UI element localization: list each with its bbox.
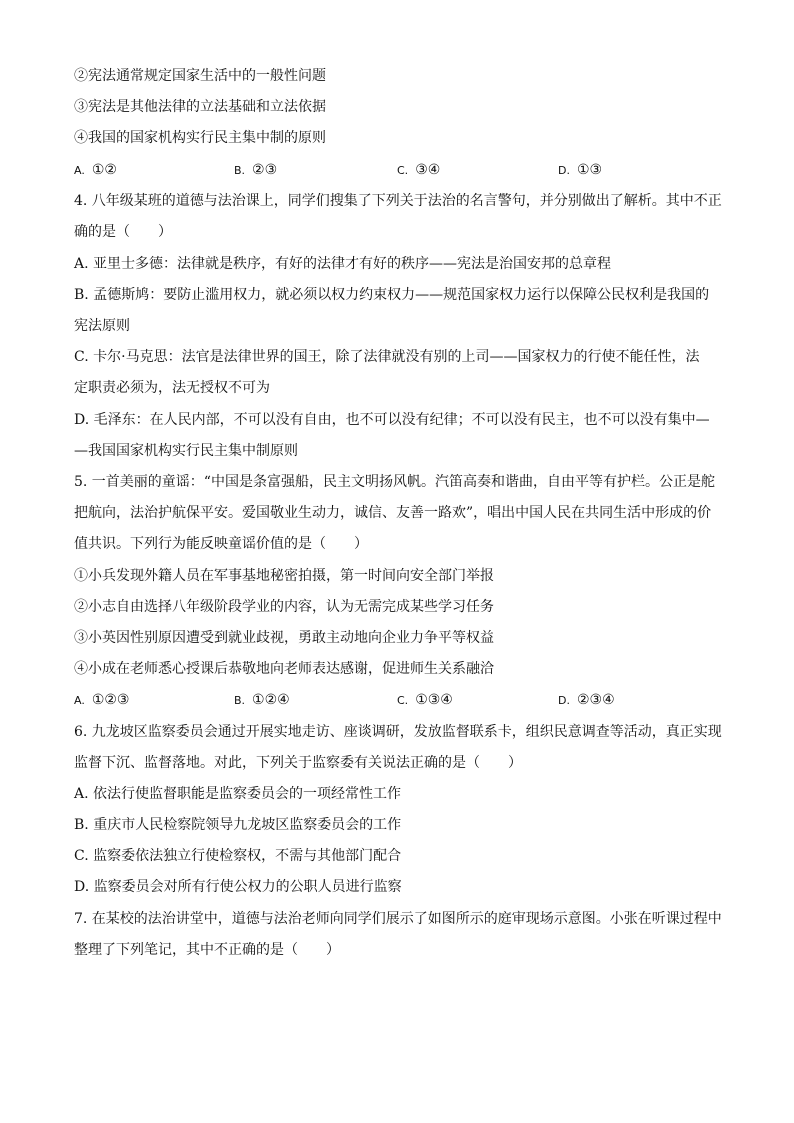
q5-stem-line-2: 把航向，法治护航保平安。爱国敬业生动力，诚信、友善一路欢”，唱出中国人民在共同生活中形成的价 <box>74 505 712 521</box>
statement-3: ③宪法是其他法律的立法基础和立法依据 <box>74 99 326 115</box>
q6-choice-d: D. 监察委员会对所有行使公权力的公职人员进行监察 <box>74 879 402 895</box>
q5-item-1: ①小兵发现外籍人员在军事基地秘密拍摄，第一时间向安全部门举报 <box>74 568 494 584</box>
q6-choice-c: C. 监察委依法独立行使检察权，不需与其他部门配合 <box>74 848 402 864</box>
q5-options <box>74 690 724 710</box>
q4-choice-d: D. 毛泽东：在人民内部，不可以没有自由，也不可以没有纪律；不可以没有民主，也不可以没有集中— <box>74 412 710 428</box>
q6-choice-a: A. 依法行使监督职能是监察委员会的一项经常性工作 <box>74 786 402 802</box>
option-d: D. ①③ <box>558 162 603 178</box>
option-b: B. ②③ <box>234 162 278 178</box>
q5-stem-line-3: 值共识。下列行为能反映童谣价值的是（ ） <box>74 536 368 552</box>
q4-stem-line-2: 确的是（ ） <box>74 224 172 240</box>
q4-choice-c-cont: 定职责必须为，法无授权不可为 <box>74 380 270 396</box>
option-a: A. ①②③ <box>74 692 130 708</box>
q4-choice-c: C. 卡尔·马克思：法官是法律世界的国王，除了法律就没有别的上司——国家权力的行使不能任性，法 <box>74 349 700 365</box>
q7-stem-line-2: 整理了下列笔记，其中不正确的是（ ） <box>74 942 340 958</box>
q6-stem-line-2: 监督下沉、监督落地。对此，下列关于监察委有关说法正确的是（ ） <box>74 755 522 771</box>
q6-stem-line-1: 6. 九龙坡区监察委员会通过开展实地走访、座谈调研，发放监督联系卡，组织民意调查等活动，真正实现 <box>74 724 722 740</box>
q6-choice-b: B. 重庆市人民检察院领导九龙坡区监察委员会的工作 <box>74 817 402 833</box>
q4-stem-line-1: 4. 八年级某班的道德与法治课上，同学们搜集了下列关于法治的名言警句，并分别做出了解析。其中不正 <box>74 193 722 209</box>
option-d: D. ②③④ <box>558 692 615 708</box>
q5-item-2: ②小志自由选择八年级阶段学业的内容，认为无需完成某些学习任务 <box>74 599 494 615</box>
q4-choice-b: B. 孟德斯鸠：要防止滥用权力，就必须以权力约束权力——规范国家权力运行以保障公民权利是我国的 <box>74 287 710 303</box>
q4-choice-b-cont: 宪法原则 <box>74 318 130 334</box>
q4-choice-a: A. 亚里士多德：法律就是秩序，有好的法律才有好的秩序——宪法是治国安邦的总章程 <box>74 256 612 272</box>
statement-2: ②宪法通常规定国家生活中的一般性问题 <box>74 68 326 84</box>
q5-item-4: ④小成在老师悉心授课后恭敬地向老师表达感谢，促进师生关系融洽 <box>74 661 494 677</box>
q3-options <box>74 160 724 180</box>
q4-choice-d-cont: —我国国家机构实行民主集中制原则 <box>74 443 298 459</box>
q7-stem-line-1: 7. 在某校的法治讲堂中，道德与法治老师向同学们展示了如图所示的庭审现场示意图。小张在听课过程中 <box>74 911 722 927</box>
q5-item-3: ③小英因性别原因遭受到就业歧视，勇敢主动地向企业力争平等权益 <box>74 630 494 646</box>
option-b: B. ①②④ <box>234 692 290 708</box>
option-a: A. ①② <box>74 162 117 178</box>
statement-4: ④我国的国家机构实行民主集中制的原则 <box>74 130 326 146</box>
q5-stem-line-1: 5. 一首美丽的童谣：“中国是条富强船，民主文明扬风帆。汽笛高奏和谐曲，自由平等有护栏。公正是舵 <box>74 474 715 490</box>
option-c: C. ③④ <box>397 162 441 178</box>
option-c: C. ①③④ <box>397 692 453 708</box>
